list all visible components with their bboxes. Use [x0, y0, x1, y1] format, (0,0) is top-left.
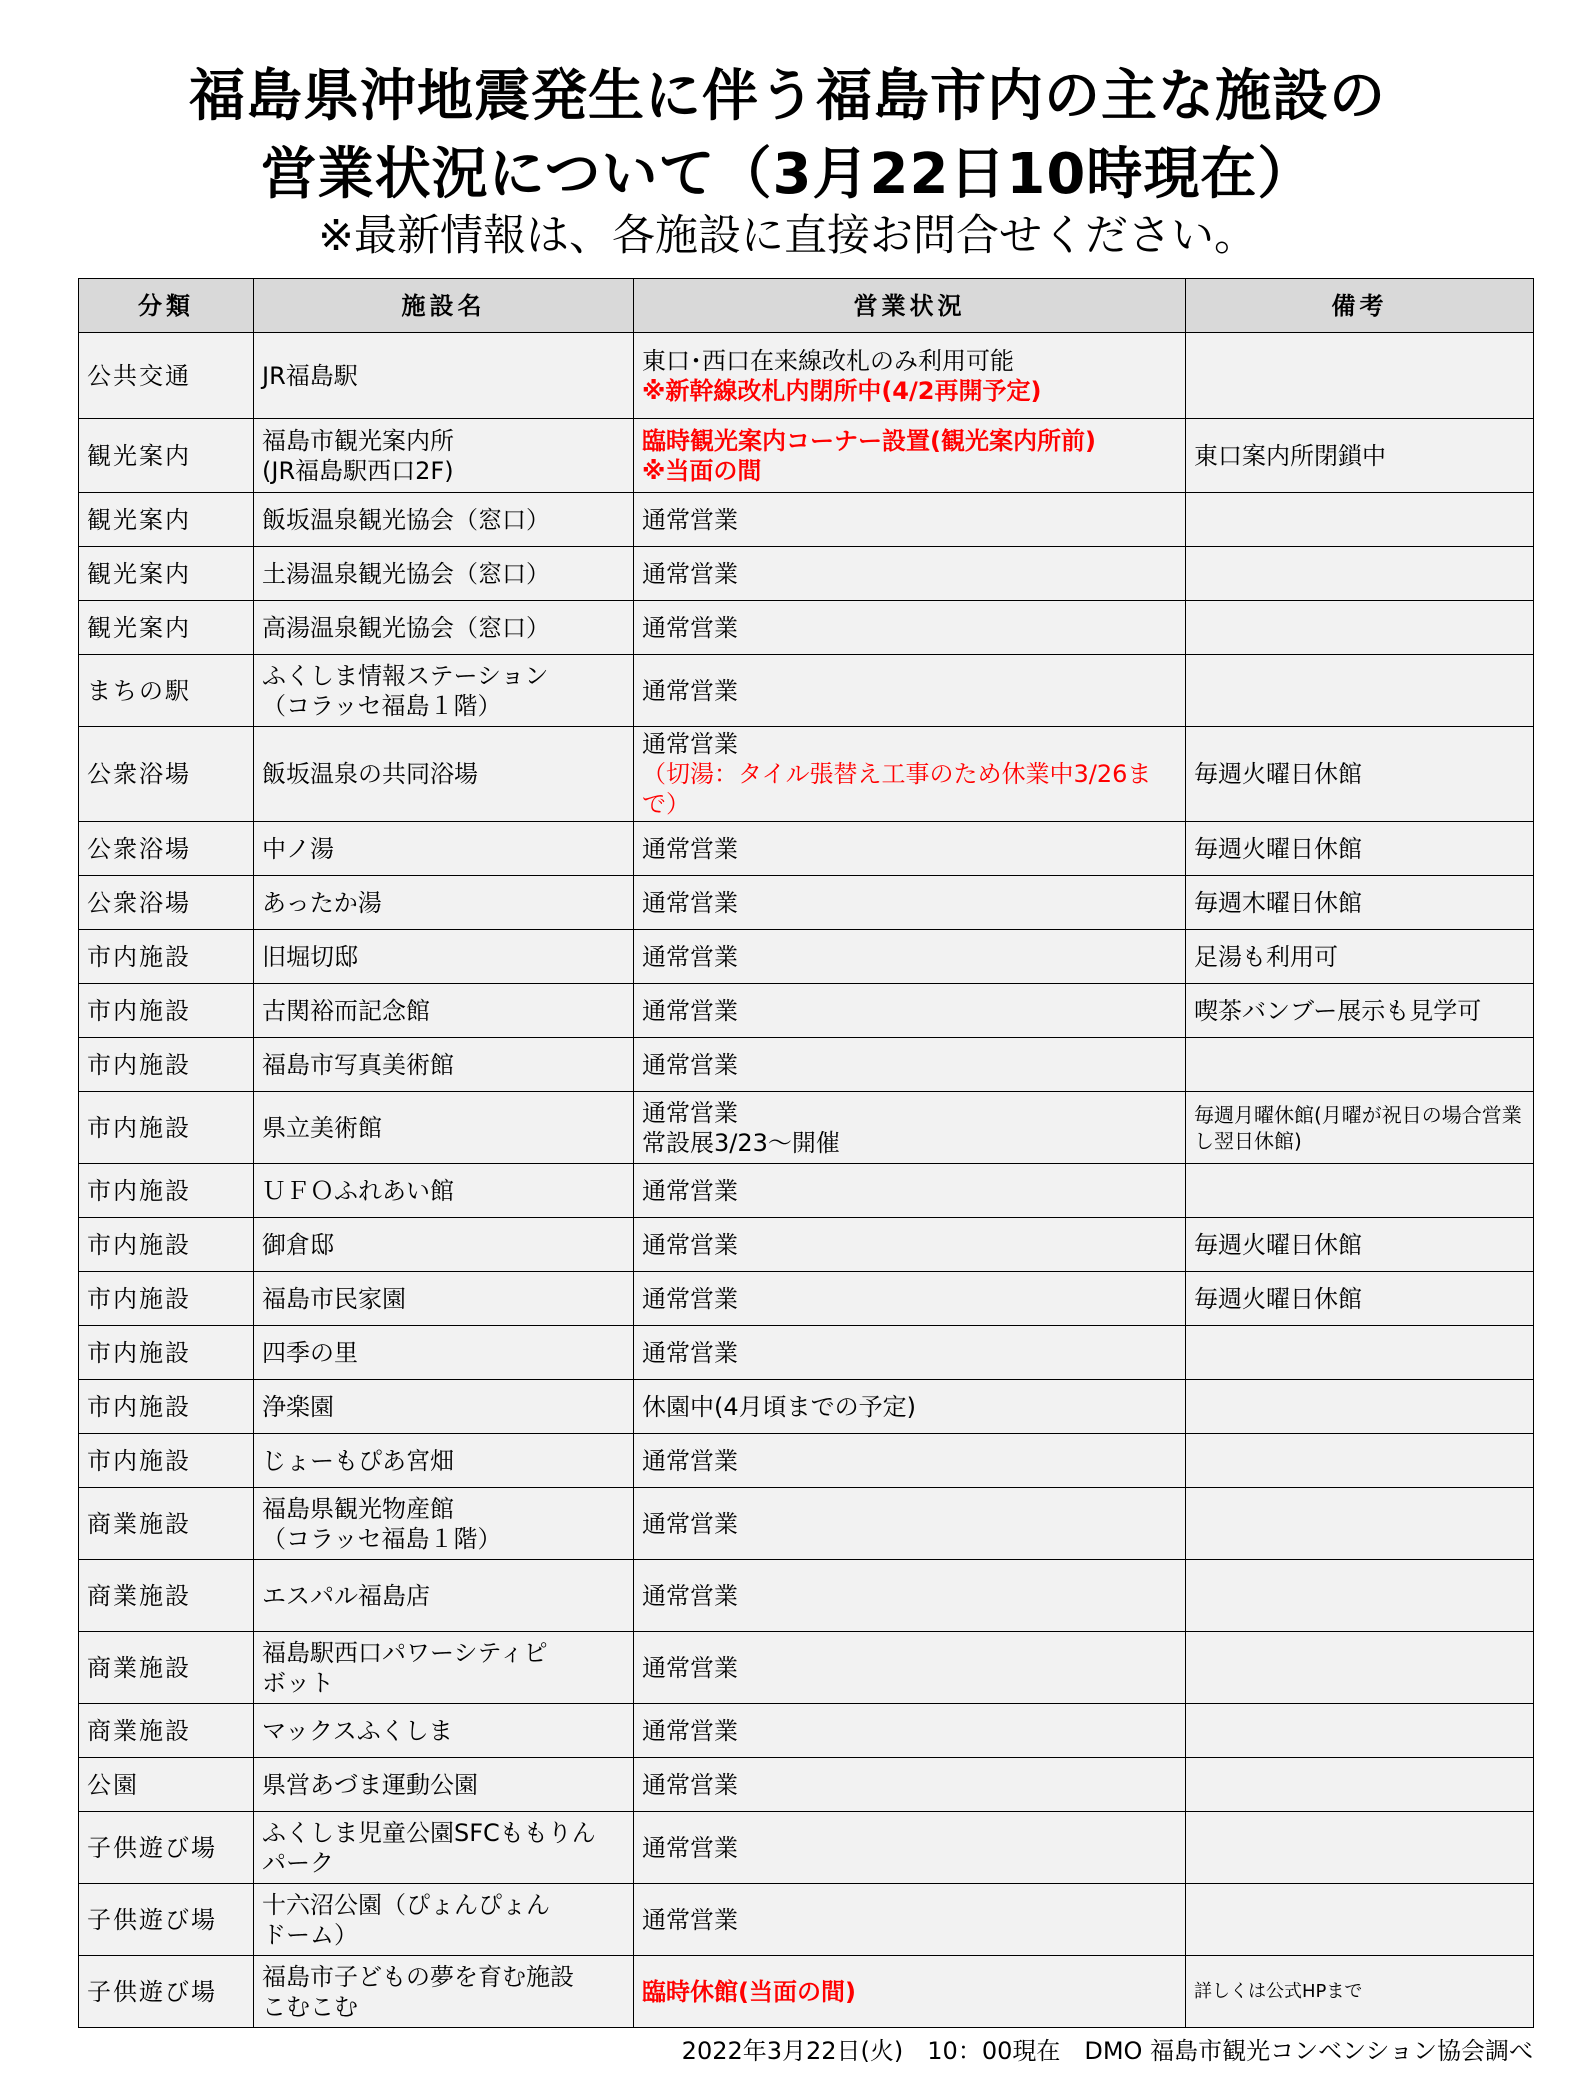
- status-line: 常設展3/23～開催: [642, 1128, 840, 1157]
- table-row: [79, 1560, 1534, 1632]
- cell-remarks: 毎週木曜日休館: [1186, 876, 1534, 930]
- cell-facility-name: [254, 1488, 634, 1560]
- facility-name-line: エスパル福島店: [262, 1581, 430, 1610]
- cell-status: [634, 1704, 1186, 1758]
- table-row: [79, 1884, 1534, 1956]
- cell-category: 公園: [79, 1758, 254, 1812]
- facility-name-line: 福島市民家園: [262, 1284, 406, 1313]
- cell-status: [634, 1758, 1186, 1812]
- cell-category: まちの駅: [79, 655, 254, 727]
- status-line: 通常営業: [642, 1284, 738, 1313]
- cell-status: [634, 1164, 1186, 1218]
- cell-facility-name: [254, 1632, 634, 1704]
- table-row: [79, 655, 1534, 727]
- status-line: 通常営業: [642, 1050, 738, 1079]
- cell-status: [634, 1632, 1186, 1704]
- cell-facility-name: [254, 822, 634, 876]
- cell-category: 公衆浴場: [79, 822, 254, 876]
- table-row: [79, 1326, 1534, 1380]
- cell-category: 商業施設: [79, 1632, 254, 1704]
- facility-name-line: 飯坂温泉の共同浴場: [262, 760, 478, 788]
- table-header-row: [79, 279, 1534, 333]
- cell-remarks: [1186, 1434, 1534, 1488]
- cell-category: 観光案内: [79, 419, 254, 493]
- status-line: 通常営業: [642, 1098, 738, 1127]
- cell-remarks: [1186, 1488, 1534, 1560]
- facility-name-line: マックスふくしま: [262, 1716, 453, 1745]
- cell-status: [634, 1272, 1186, 1326]
- table-row: [79, 493, 1534, 547]
- status-line: 通常営業: [642, 730, 738, 758]
- facility-name-line: 福島市子どもの夢を育む施設: [262, 1962, 574, 1991]
- facility-name-line: 四季の里: [262, 1338, 358, 1367]
- table-row: [79, 419, 1534, 493]
- table-row: [79, 1038, 1534, 1092]
- cell-facility-name: [254, 333, 634, 419]
- status-line: 休園中(4月頃までの予定): [642, 1392, 916, 1421]
- cell-facility-name: [254, 984, 634, 1038]
- cell-remarks: [1186, 1326, 1534, 1380]
- cell-status: [634, 876, 1186, 930]
- page-title-line-1: 福島県沖地震発生に伴う福島市内の主な施設の: [189, 64, 1386, 129]
- status-line: 通常営業: [642, 996, 738, 1025]
- cell-status: [634, 1488, 1186, 1560]
- cell-status: [634, 984, 1186, 1038]
- facility-name-line: （コラッセ福島１階）: [262, 1524, 502, 1553]
- cell-status: [634, 547, 1186, 601]
- status-line: 通常営業: [642, 559, 738, 588]
- cell-category: 市内施設: [79, 984, 254, 1038]
- cell-facility-name: [254, 876, 634, 930]
- facility-name-line: ＵＦＯふれあい館: [262, 1176, 454, 1205]
- header-status: 営業状況: [634, 279, 1186, 333]
- cell-facility-name: [254, 727, 634, 822]
- cell-category: 市内施設: [79, 930, 254, 984]
- cell-facility-name: [254, 493, 634, 547]
- cell-remarks: 足湯も利用可: [1186, 930, 1534, 984]
- status-line: 臨時休館(当面の間): [642, 1977, 856, 2006]
- cell-category: 市内施設: [79, 1380, 254, 1434]
- header-facility-name: 施設名: [254, 279, 634, 333]
- facility-name-line: 十六沼公園（ぴょんぴょん: [262, 1890, 550, 1919]
- status-line: 通常営業: [642, 1176, 738, 1205]
- table-row: [79, 1272, 1534, 1326]
- cell-facility-name: [254, 1434, 634, 1488]
- cell-remarks: [1186, 1038, 1534, 1092]
- cell-remarks: 詳しくは公式HPまで: [1186, 1956, 1534, 2028]
- cell-status: [634, 601, 1186, 655]
- cell-facility-name: [254, 1164, 634, 1218]
- cell-facility-name: [254, 1092, 634, 1164]
- cell-facility-name: [254, 547, 634, 601]
- cell-status: [634, 930, 1186, 984]
- cell-facility-name: [254, 1704, 634, 1758]
- facility-name-line: 御倉邸: [262, 1230, 334, 1259]
- facility-name-line: 中ノ湯: [262, 834, 334, 863]
- cell-category: 公共交通: [79, 333, 254, 419]
- facility-name-line: 高湯温泉観光協会（窓口）: [262, 613, 550, 642]
- cell-category: 観光案内: [79, 493, 254, 547]
- cell-category: 公衆浴場: [79, 876, 254, 930]
- facility-name-line: 福島駅西口パワーシティピ: [262, 1638, 548, 1667]
- cell-status: [634, 1092, 1186, 1164]
- status-line: ※当面の間: [642, 456, 762, 485]
- cell-remarks: 東口案内所閉鎖中: [1186, 419, 1534, 493]
- facility-name-line: (JR福島駅西口2F): [262, 456, 454, 485]
- table-row: [79, 1488, 1534, 1560]
- cell-category: 子供遊び場: [79, 1884, 254, 1956]
- cell-category: 市内施設: [79, 1164, 254, 1218]
- status-line: （切湯：タイル張替え工事のため休業中3/26まで）: [642, 760, 1152, 818]
- cell-facility-name: [254, 419, 634, 493]
- cell-status: [634, 493, 1186, 547]
- cell-remarks: [1186, 1812, 1534, 1884]
- status-line: 通常営業: [642, 1770, 738, 1799]
- facility-name-line: 旧堀切邸: [262, 942, 358, 971]
- status-line: 東口･西口在来線改札のみ利用可能: [642, 346, 1014, 375]
- cell-facility-name: [254, 930, 634, 984]
- table-row: [79, 876, 1534, 930]
- cell-remarks: [1186, 1884, 1534, 1956]
- cell-status: [634, 1884, 1186, 1956]
- cell-remarks: [1186, 1560, 1534, 1632]
- status-line: 通常営業: [642, 1230, 738, 1259]
- status-line: 通常営業: [642, 676, 738, 705]
- status-line: 通常営業: [642, 613, 738, 642]
- facility-name-line: あったか湯: [262, 888, 382, 917]
- facility-name-line: 福島県観光物産館: [262, 1494, 454, 1523]
- facility-name-line: こむこむ: [262, 1992, 358, 2021]
- cell-status: [634, 1218, 1186, 1272]
- facility-name-line: 県立美術館: [262, 1113, 382, 1142]
- facility-name-line: （コラッセ福島１階）: [262, 691, 502, 720]
- table-row: [79, 930, 1534, 984]
- facility-name-line: じょーもぴあ宮畑: [262, 1446, 454, 1475]
- status-line: 通常営業: [642, 505, 738, 534]
- cell-facility-name: [254, 1758, 634, 1812]
- cell-facility-name: [254, 1380, 634, 1434]
- cell-remarks: [1186, 1164, 1534, 1218]
- cell-facility-name: [254, 601, 634, 655]
- cell-facility-name: [254, 655, 634, 727]
- status-line: 通常営業: [642, 834, 738, 863]
- table-row: [79, 547, 1534, 601]
- cell-facility-name: [254, 1956, 634, 2028]
- cell-remarks: 毎週火曜日休館: [1186, 1272, 1534, 1326]
- header-category: 分類: [79, 279, 254, 333]
- cell-status: [634, 1812, 1186, 1884]
- table-row: [79, 1380, 1534, 1434]
- cell-category: 市内施設: [79, 1092, 254, 1164]
- cell-remarks: [1186, 333, 1534, 419]
- cell-facility-name: [254, 1812, 634, 1884]
- facility-name-line: 浄楽園: [262, 1392, 334, 1421]
- cell-status: [634, 822, 1186, 876]
- cell-remarks: 毎週火曜日休館: [1186, 727, 1534, 822]
- cell-category: 公衆浴場: [79, 727, 254, 822]
- cell-status: [634, 419, 1186, 493]
- facility-name-line: ふくしま児童公園SFCももりん: [262, 1818, 596, 1847]
- status-line: ※新幹線改札内閉所中(4/2再開予定): [642, 376, 1042, 405]
- cell-category: 観光案内: [79, 601, 254, 655]
- cell-remarks: [1186, 655, 1534, 727]
- cell-category: 市内施設: [79, 1272, 254, 1326]
- footer-source: 2022年3月22日(火) 10：00現在 DMO 福島市観光コンベンション協会調べ: [681, 2037, 1533, 2065]
- facility-name-line: ドーム）: [262, 1920, 358, 1949]
- status-line: 臨時観光案内コーナー設置(観光案内所前): [642, 426, 1096, 455]
- cell-category: 市内施設: [79, 1218, 254, 1272]
- status-line: 通常営業: [642, 1509, 738, 1538]
- cell-category: 商業施設: [79, 1488, 254, 1560]
- table-row: [79, 333, 1534, 419]
- status-line: 通常営業: [642, 1716, 738, 1745]
- table-row: [79, 822, 1534, 876]
- cell-facility-name: [254, 1560, 634, 1632]
- cell-category: 市内施設: [79, 1434, 254, 1488]
- cell-status: [634, 1380, 1186, 1434]
- table-row: [79, 984, 1534, 1038]
- cell-remarks: [1186, 1380, 1534, 1434]
- table-row: [79, 1758, 1534, 1812]
- cell-remarks: [1186, 1632, 1534, 1704]
- cell-facility-name: [254, 1326, 634, 1380]
- facility-name-line: 古関裕而記念館: [262, 996, 430, 1025]
- cell-remarks: 毎週火曜日休館: [1186, 1218, 1534, 1272]
- cell-status: [634, 1434, 1186, 1488]
- table-row: [79, 1704, 1534, 1758]
- cell-status: [634, 1038, 1186, 1092]
- cell-status: [634, 1326, 1186, 1380]
- status-line: 通常営業: [642, 1446, 738, 1475]
- facility-name-line: 飯坂温泉観光協会（窓口）: [262, 505, 550, 534]
- cell-category: 市内施設: [79, 1038, 254, 1092]
- facility-name-line: 土湯温泉観光協会（窓口）: [262, 559, 550, 588]
- cell-remarks: [1186, 493, 1534, 547]
- table-row: [79, 1092, 1534, 1164]
- table-row: [79, 1812, 1534, 1884]
- cell-facility-name: [254, 1038, 634, 1092]
- table-row: [79, 1632, 1534, 1704]
- table-row: [79, 601, 1534, 655]
- table-row: [79, 1218, 1534, 1272]
- facility-name-line: ボット: [262, 1668, 334, 1697]
- facility-status-table: [78, 278, 1534, 2028]
- cell-facility-name: [254, 1272, 634, 1326]
- facility-name-line: 県営あづま運動公園: [262, 1770, 478, 1799]
- table-row: [79, 1956, 1534, 2028]
- cell-facility-name: [254, 1884, 634, 1956]
- facility-name-line: 福島市観光案内所: [262, 426, 454, 455]
- status-line: 通常営業: [642, 1653, 738, 1682]
- cell-status: [634, 1560, 1186, 1632]
- cell-remarks: [1186, 601, 1534, 655]
- facility-name-line: ふくしま情報ステーション: [262, 661, 549, 690]
- status-line: 通常営業: [642, 1338, 738, 1367]
- status-line: 通常営業: [642, 1833, 738, 1862]
- facility-name-line: 福島市写真美術館: [262, 1050, 454, 1079]
- table-row: [79, 1164, 1534, 1218]
- status-line: 通常営業: [642, 1581, 738, 1610]
- facility-name-line: JR福島駅: [262, 361, 358, 390]
- table-row: [79, 1434, 1534, 1488]
- page-title-line-2: 営業状況について（3月22日10時現在）: [260, 142, 1315, 207]
- cell-status: [634, 1956, 1186, 2028]
- status-line: 通常営業: [642, 1905, 738, 1934]
- cell-category: 市内施設: [79, 1326, 254, 1380]
- cell-remarks: [1186, 1758, 1534, 1812]
- cell-remarks: 喫茶バンブー展示も見学可: [1186, 984, 1534, 1038]
- cell-remarks: [1186, 1704, 1534, 1758]
- cell-facility-name: [254, 1218, 634, 1272]
- cell-remarks: [1186, 547, 1534, 601]
- table-row: [79, 727, 1534, 822]
- status-line: 通常営業: [642, 942, 738, 971]
- cell-category: 商業施設: [79, 1704, 254, 1758]
- cell-category: 子供遊び場: [79, 1812, 254, 1884]
- status-line: 通常営業: [642, 888, 738, 917]
- cell-remarks: 毎週月曜休館(月曜が祝日の場合営業し翌日休館): [1186, 1092, 1534, 1164]
- cell-status: [634, 655, 1186, 727]
- facility-name-line: パーク: [262, 1848, 334, 1877]
- table-body: [79, 333, 1534, 2028]
- cell-category: 子供遊び場: [79, 1956, 254, 2028]
- cell-category: 観光案内: [79, 547, 254, 601]
- cell-status: [634, 333, 1186, 419]
- cell-status: [634, 727, 1186, 822]
- notice-text: ※最新情報は、各施設に直接お問合せください。: [317, 211, 1258, 261]
- header-remarks: 備考: [1186, 279, 1534, 333]
- cell-category: 商業施設: [79, 1560, 254, 1632]
- cell-remarks: 毎週火曜日休館: [1186, 822, 1534, 876]
